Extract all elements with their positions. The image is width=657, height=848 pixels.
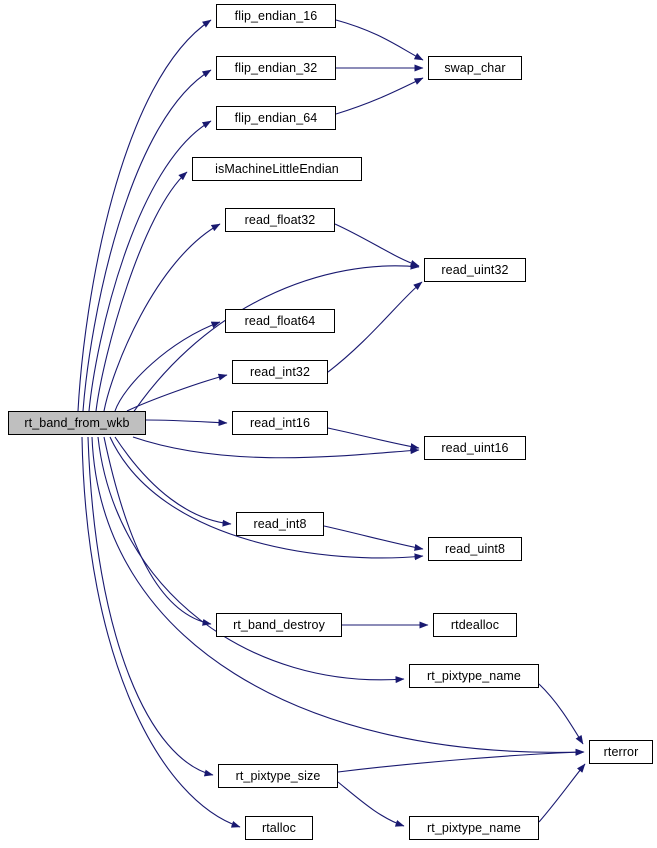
node-read-uint32[interactable]: read_uint32 bbox=[424, 258, 526, 282]
node-swap-char[interactable]: swap_char bbox=[428, 56, 522, 80]
node-rtalloc[interactable]: rtalloc bbox=[245, 816, 313, 840]
node-rterror[interactable]: rterror bbox=[589, 740, 653, 764]
node-flip-endian-64[interactable]: flip_endian_64 bbox=[216, 106, 336, 130]
edges-group bbox=[78, 20, 585, 827]
node-rt-pixtype-size[interactable]: rt_pixtype_size bbox=[218, 764, 338, 788]
node-read-int16[interactable]: read_int16 bbox=[232, 411, 328, 435]
node-flip-endian-32[interactable]: flip_endian_32 bbox=[216, 56, 336, 80]
node-read-int8[interactable]: read_int8 bbox=[236, 512, 324, 536]
node-is-machine-little-endian[interactable]: isMachineLittleEndian bbox=[192, 157, 362, 181]
node-read-uint8[interactable]: read_uint8 bbox=[428, 537, 522, 561]
node-rt-pixtype-name-top[interactable]: rt_pixtype_name bbox=[409, 664, 539, 688]
node-rt-band-from-wkb[interactable]: rt_band_from_wkb bbox=[8, 411, 146, 435]
node-read-float32[interactable]: read_float32 bbox=[225, 208, 335, 232]
node-read-int32[interactable]: read_int32 bbox=[232, 360, 328, 384]
node-rt-pixtype-name-bottom[interactable]: rt_pixtype_name bbox=[409, 816, 539, 840]
node-rt-band-destroy[interactable]: rt_band_destroy bbox=[216, 613, 342, 637]
node-rtdealloc[interactable]: rtdealloc bbox=[433, 613, 517, 637]
node-flip-endian-16[interactable]: flip_endian_16 bbox=[216, 4, 336, 28]
node-read-uint16[interactable]: read_uint16 bbox=[424, 436, 526, 460]
node-read-float64[interactable]: read_float64 bbox=[225, 309, 335, 333]
